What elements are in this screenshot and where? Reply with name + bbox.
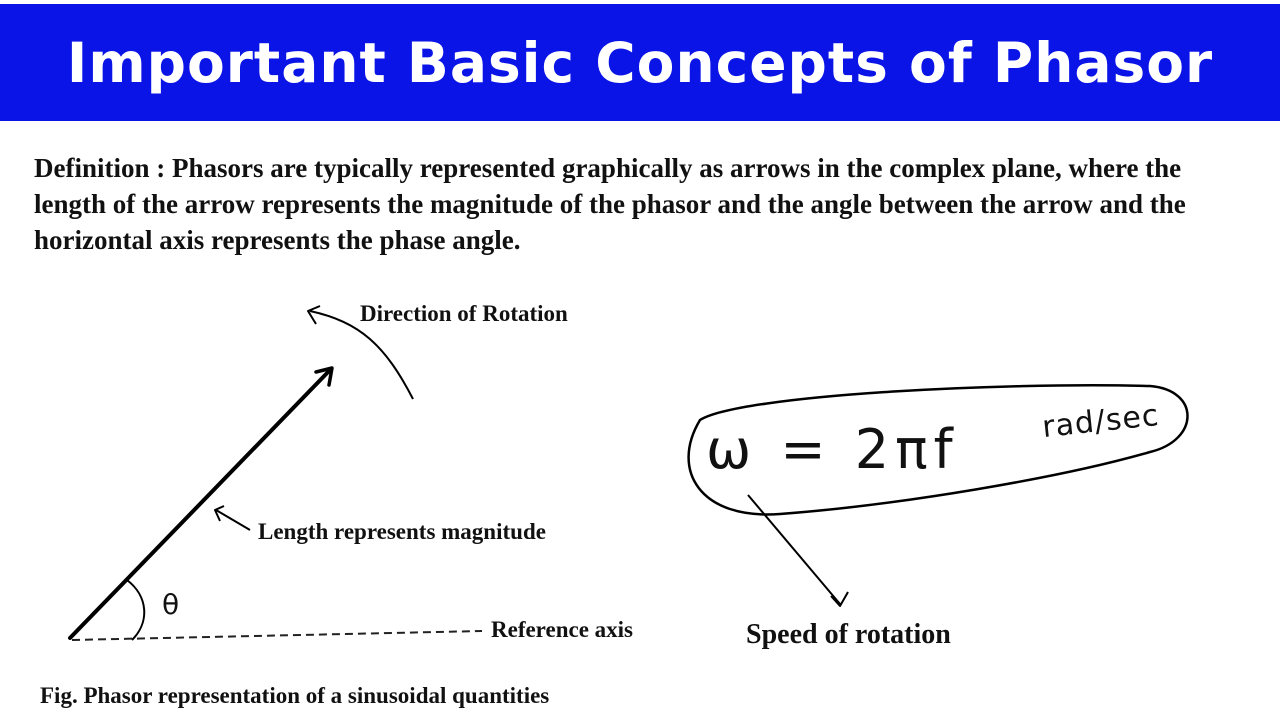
phasor-arrow	[70, 370, 330, 638]
length-pointer	[216, 510, 250, 530]
formula-unit: rad/sec	[1040, 397, 1161, 446]
omega-formula: ω = 2πf	[706, 418, 959, 481]
speed-pointer	[748, 495, 840, 604]
angle-symbol: θ	[162, 588, 180, 621]
figure-caption: Fig. Phasor representation of a sinusoidal quantities	[40, 683, 550, 708]
length-label: Length represents magnitude	[258, 519, 546, 544]
speed-label: Speed of rotation	[746, 619, 951, 650]
page-title: Important Basic Concepts of Phasor	[66, 30, 1214, 95]
rotation-arrowhead	[308, 306, 320, 324]
definition-text: Definition : Phasors are typically represented graphically as arrows in the complex plane, where the length of the arrow represents the magnitude of the phasor and the angle between the arrow and the horizontal axis represents the phase angle.	[34, 153, 1186, 255]
reference-axis-label: Reference axis	[491, 617, 633, 642]
angle-arc	[127, 580, 144, 640]
direction-label: Direction of Rotation	[360, 301, 568, 326]
